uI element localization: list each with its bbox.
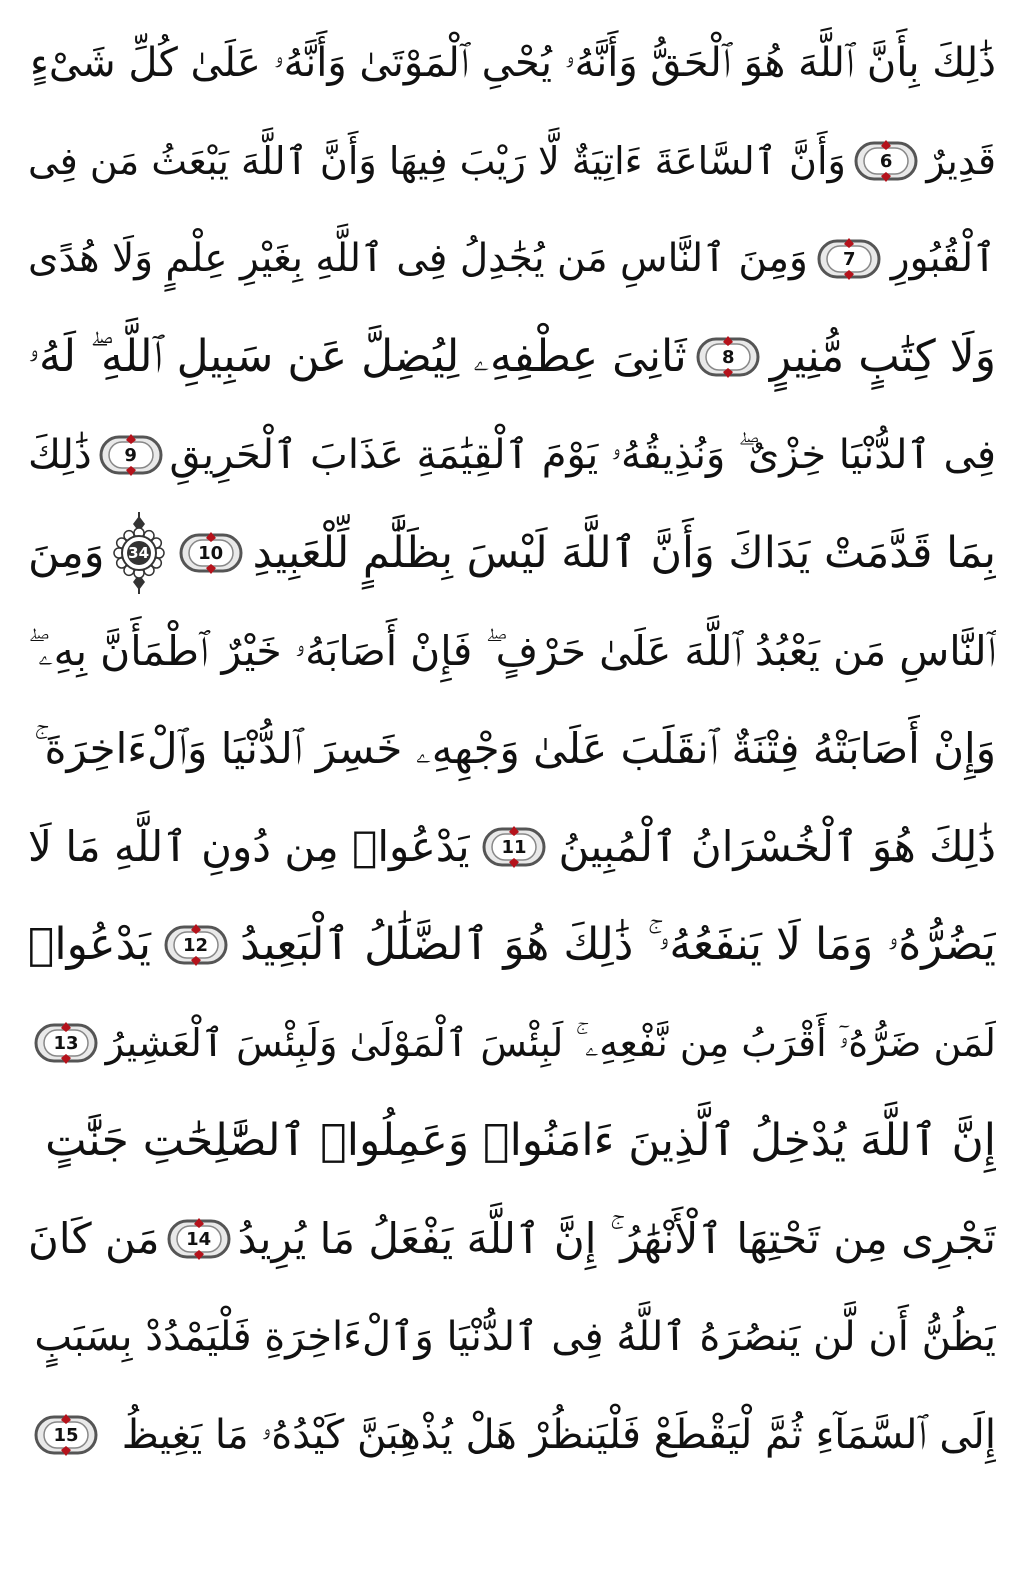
ayah-marker — [179, 531, 243, 575]
text-line — [28, 14, 996, 112]
ayah-marker — [817, 237, 881, 281]
ayah-number: 14 — [186, 1228, 212, 1250]
verse-text: مَن كَانَ — [28, 1214, 160, 1263]
verse-text: وَلَا كِتَٰبٍ مُّنِيرٍ — [769, 331, 996, 382]
verse-text: ثَانِىَ عِطْفِهِۦ لِيُضِلَّ عَن سَبِيلِ ٱللَّهِ ۖ لَهُۥ — [28, 331, 687, 382]
verse-text: إِلَى ٱلسَّمَآءِ ثُمَّ لْيَقْطَعْ فَلْيَنظُرْ هَلْ يُذْهِبَنَّ كَيْدُهُۥ مَا يَغِيظُ — [121, 1412, 996, 1458]
ayah-marker — [854, 139, 918, 183]
verse-text: ٱلنَّاسِ مَن يَعْبُدُ ٱللَّهَ عَلَىٰ حَرْفٍ ۖ فَإِنْ أَصَابَهُۥ خَيْرٌ ٱطْمَأَنَّ بِهِۦ ۖ — [28, 627, 996, 675]
verse-text: ذَٰلِكَ بِأَنَّ ٱللَّهَ هُوَ ٱلْحَقُّ وَأَنَّهُۥ يُحْىِ ٱلْمَوْتَىٰ وَأَنَّهُۥ عَلَىٰ كُلِّ شَىْءٍ — [30, 40, 996, 86]
text-line — [28, 504, 996, 602]
verse-text: قَدِيرٌ — [926, 139, 996, 183]
verse-text: ذَٰلِكَ — [28, 432, 92, 478]
verse-text: فِى ٱلدُّنْيَا خِزْىٌ ۖ وَنُذِيقُهُۥ يَوْمَ ٱلْقِيَٰمَةِ عَذَابَ ٱلْحَرِيقِ — [169, 432, 996, 478]
verse-text: وَإِنْ أَصَابَتْهُ فِتْنَةٌ ٱنقَلَبَ عَلَىٰ وَجْهِهِۦ خَسِرَ ٱلدُّنْيَا وَٱلْءَاخِرَةَ ۚ — [33, 724, 996, 773]
ayah-number: 15 — [53, 1424, 79, 1446]
verse-text: ذَٰلِكَ هُوَ ٱلْخُسْرَانُ ٱلْمُبِينُ — [558, 822, 996, 871]
verse-text: إِنَّ ٱللَّهَ يُدْخِلُ ٱلَّذِينَ ءَامَنُوا۟ وَعَمِلُوا۟ ٱلصَّٰلِحَٰتِ جَنَّٰتٍ — [45, 1115, 996, 1166]
hizb-number: 34 — [128, 544, 150, 562]
ayah-marker — [34, 1413, 98, 1457]
verse-text: وَمِنَ ٱلنَّاسِ مَن يُجَٰدِلُ فِى ٱللَّهِ بِغَيْرِ عِلْمٍ وَلَا هُدًى — [28, 236, 808, 281]
verse-text: وَأَنَّ ٱلسَّاعَةَ ءَاتِيَةٌ لَّا رَيْبَ فِيهَا وَأَنَّ ٱللَّهَ يَبْعَثُ مَن فِى — [28, 139, 846, 183]
ayah-number: 7 — [843, 248, 856, 270]
verse-text: يَدْعُوا۟ مِن دُونِ ٱللَّهِ مَا لَا — [28, 822, 470, 871]
verse-text: تَجْرِى مِن تَحْتِهَا ٱلْأَنْهَٰرُ ۚ إِنَّ ٱللَّهَ يَفْعَلُ مَا يُرِيدُ — [237, 1214, 996, 1263]
text-line — [28, 406, 996, 504]
ayah-number: 8 — [722, 346, 735, 368]
text-line — [28, 700, 996, 798]
verse-text: وَمِنَ — [28, 528, 105, 578]
ayah-marker — [34, 1021, 98, 1065]
text-line — [28, 896, 996, 994]
ayah-number: 12 — [183, 934, 209, 956]
ayah-marker — [164, 923, 228, 967]
ayah-number: 9 — [124, 444, 137, 466]
hizb-marker — [113, 510, 165, 596]
verse-text: بِمَا قَدَّمَتْ يَدَاكَ وَأَنَّ ٱللَّهَ لَيْسَ بِظَلَّٰمٍ لِّلْعَبِيدِ — [252, 528, 996, 578]
ayah-marker — [167, 1217, 231, 1261]
text-line — [28, 1092, 996, 1190]
ayah-marker — [99, 433, 163, 477]
ayah-marker — [482, 825, 546, 869]
text-line — [28, 112, 996, 210]
ayah-marker — [696, 335, 760, 379]
verse-text: يَضُرُّهُۥ وَمَا لَا يَنفَعُهُۥ ۚ ذَٰلِكَ هُوَ ٱلضَّلَٰلُ ٱلْبَعِيدُ — [240, 919, 996, 970]
ayah-number: 11 — [501, 836, 527, 858]
ayah-number: 10 — [198, 542, 224, 564]
text-line — [28, 798, 996, 896]
text-line — [28, 994, 996, 1092]
verse-text: ٱلْقُبُورِ — [890, 236, 996, 281]
verse-text: لَمَن ضَرُّهُۥٓ أَقْرَبُ مِن نَّفْعِهِۦ ۚ لَبِئْسَ ٱلْمَوْلَىٰ وَلَبِئْسَ ٱلْعَشِيرُ — [105, 1021, 996, 1065]
text-line — [28, 1190, 996, 1288]
text-line — [28, 1386, 996, 1484]
text-line — [28, 1288, 996, 1386]
text-line — [28, 308, 996, 406]
text-line — [28, 210, 996, 308]
ayah-number: 6 — [879, 150, 893, 172]
verse-text: يَدْعُوا۟ — [28, 919, 151, 970]
text-line — [28, 602, 996, 700]
verse-text: يَظُنُّ أَن لَّن يَنصُرَهُ ٱللَّهُ فِى ٱلدُّنْيَا وَٱلْءَاخِرَةِ فَلْيَمْدُدْ بِسَبَبٍ — [34, 1314, 996, 1360]
ayah-number: 13 — [53, 1032, 79, 1054]
